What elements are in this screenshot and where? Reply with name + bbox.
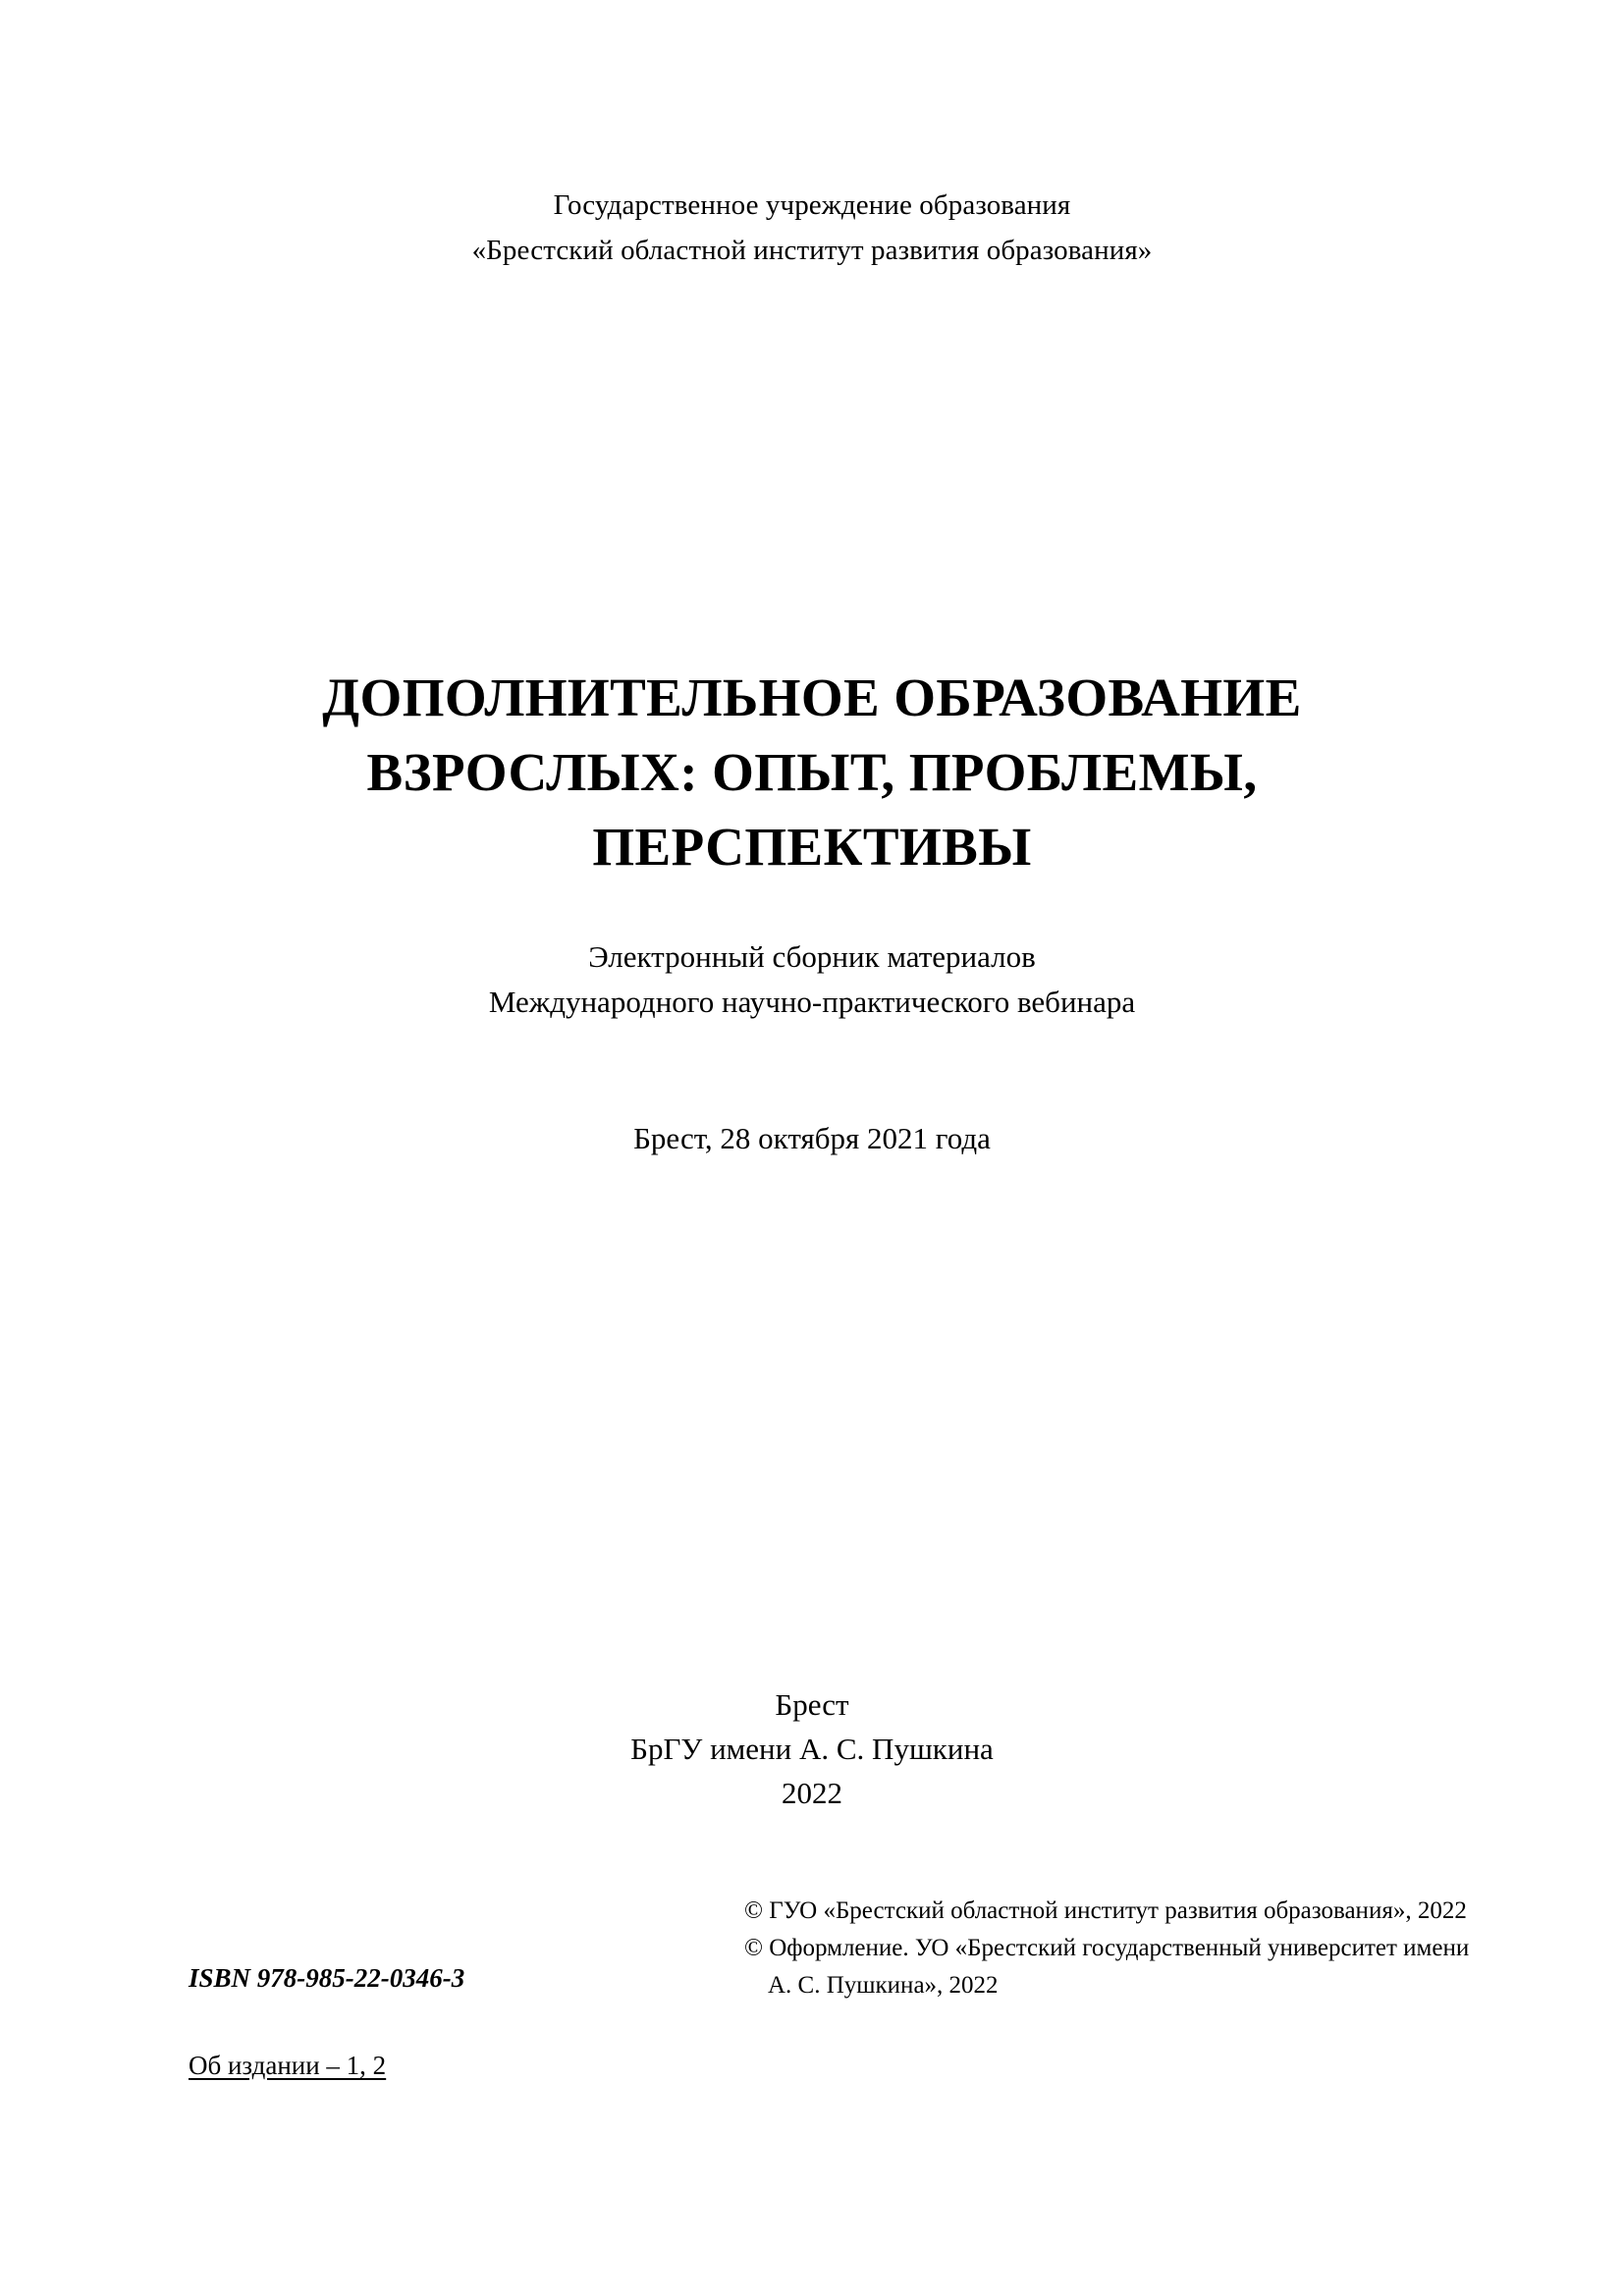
isbn: ISBN 978-985-22-0346-3 [189,1963,465,1993]
imprint-city: Брест [775,1687,849,1722]
about-edition-link[interactable]: Об издании – 1, 2 [189,2051,387,2080]
page-title [0,661,1624,884]
subtitle-line-2: Международного научно-практического вебинара [488,985,1136,1019]
copyright-entry-1: © ГУО «Брестский областной институт развития образования», 2022 [744,1897,1467,1924]
event-place-and-date: Брест, 28 октября 2021 года [633,1121,991,1155]
institution-line-2: «Брестский областной институт развития образования» [471,235,1153,266]
institution-header [0,183,1624,273]
title-line-3: ПЕРСПЕКТИВЫ [592,816,1032,877]
imprint-year: 2022 [782,1776,842,1810]
title-line-1: ДОПОЛНИТЕЛЬНОЕ ОБРАЗОВАНИЕ [322,667,1302,727]
subtitle-line-1: Электронный сборник материалов [588,939,1036,974]
copyright-entry-2: © Оформление. УО «Брестский государственный университет имени А. С. Пушкина», 2022 [744,1935,1470,1999]
copyright-block [744,1893,1471,2004]
about-edition[interactable] [189,2049,386,2082]
subtitle [0,934,1624,1025]
institution-line-1: Государственное учреждение образования [553,189,1071,221]
imprint [0,1682,1624,1815]
title-line-2: ВЗРОСЛЫХ: ОПЫТ, ПРОБЛЕМЫ, [366,741,1258,802]
imprint-publisher: БрГУ имени А. С. Пушкина [630,1732,994,1766]
